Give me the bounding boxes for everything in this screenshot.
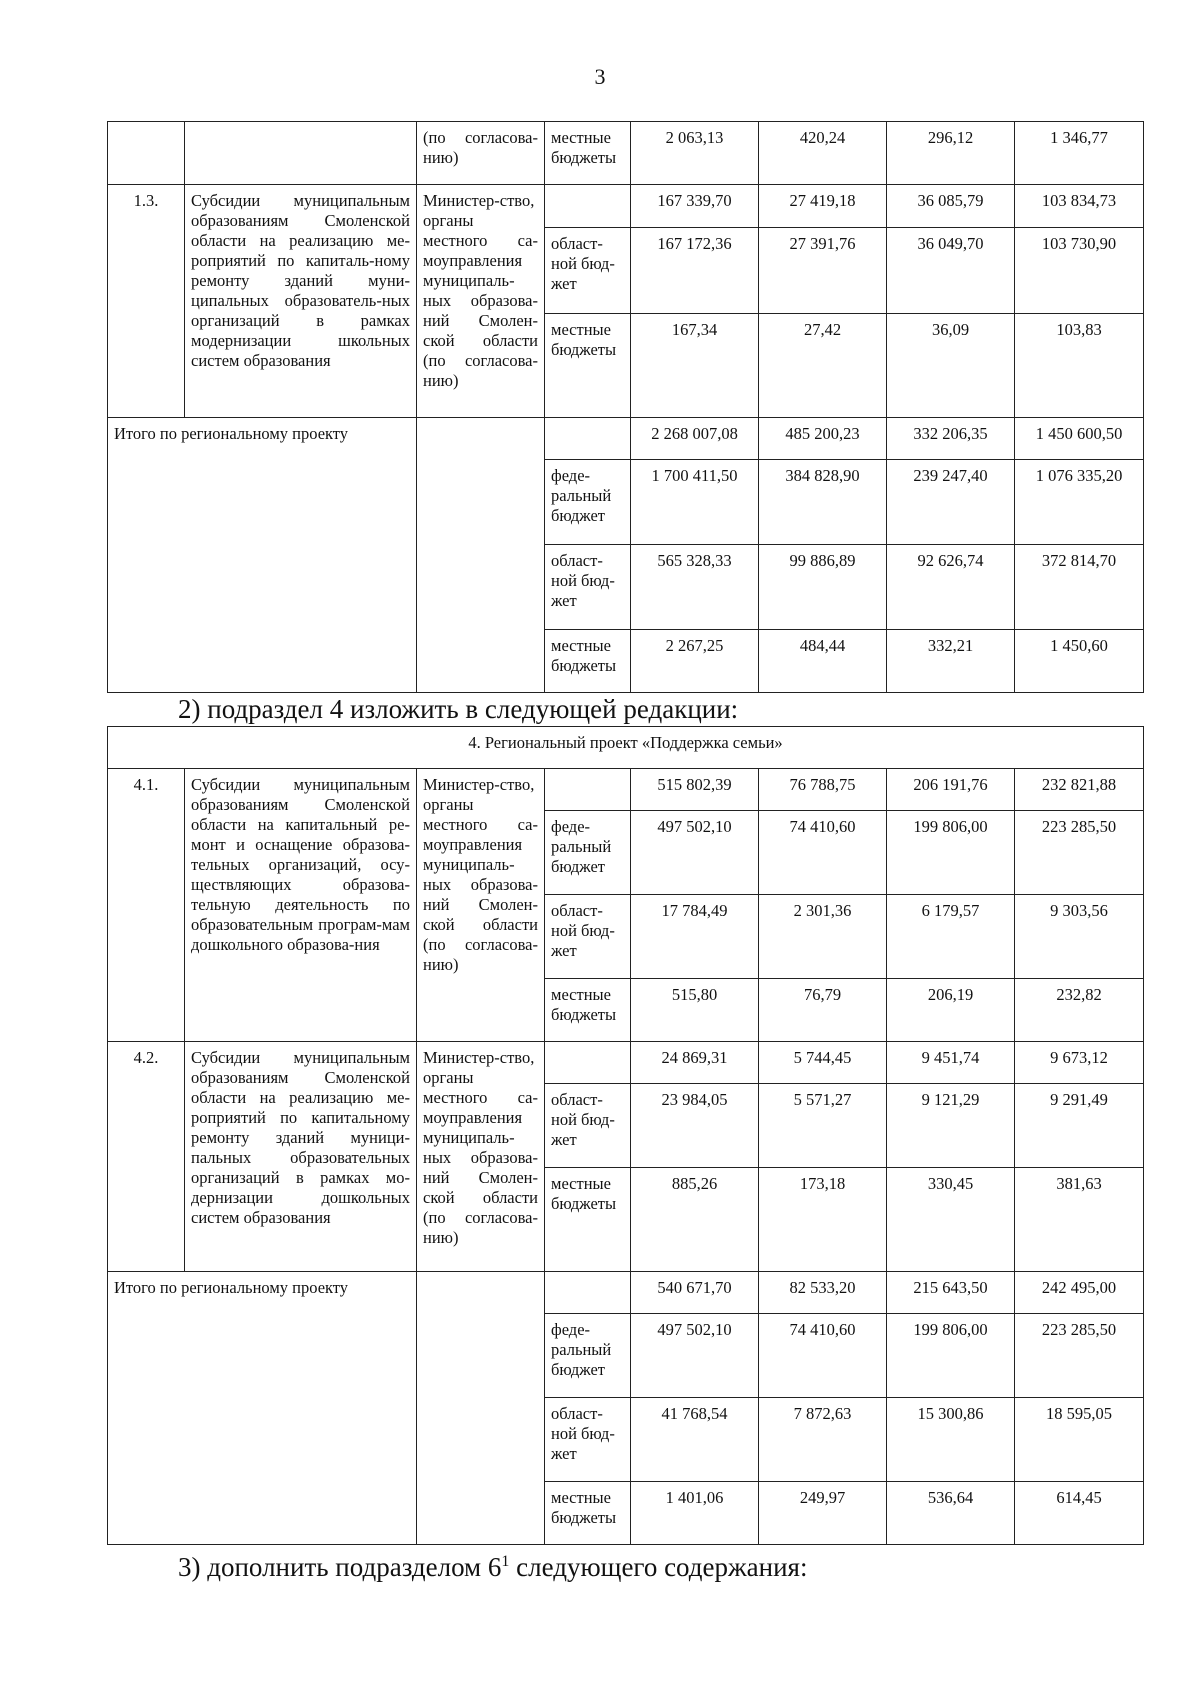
value-cell: 74 410,60 — [759, 811, 887, 895]
table-regional-project-3 — [107, 121, 1144, 693]
value-cell: 497 502,10 — [631, 811, 759, 895]
value-cell: 1 076 335,20 — [1015, 460, 1144, 545]
budget-cell: феде-ральный бюджет — [545, 460, 631, 545]
budget-cell: местные бюджеты — [545, 314, 631, 418]
value-cell: 614,45 — [1015, 1482, 1144, 1545]
value-cell: 332,21 — [887, 630, 1015, 693]
value-cell: 420,24 — [759, 122, 887, 185]
value-cell: 9 451,74 — [887, 1042, 1015, 1084]
value-cell: 1 450 600,50 — [1015, 418, 1144, 460]
value-cell: 76,79 — [759, 979, 887, 1042]
item-number: 4.1. — [108, 769, 185, 1042]
budget-cell — [545, 418, 631, 460]
value-cell: 27 419,18 — [759, 185, 887, 228]
cell-empty — [108, 122, 185, 185]
value-cell: 41 768,54 — [631, 1398, 759, 1482]
budget-cell — [545, 769, 631, 811]
cell-empty — [417, 418, 545, 693]
value-cell: 167 172,36 — [631, 228, 759, 314]
value-cell: 27 391,76 — [759, 228, 887, 314]
budget-cell: местные бюджеты — [545, 1482, 631, 1545]
heading-text: 3) дополнить подразделом 6 — [178, 1552, 502, 1582]
value-cell: 206 191,76 — [887, 769, 1015, 811]
value-cell: 223 285,50 — [1015, 811, 1144, 895]
executor-cell: Министер-ство, органы местного са-моуправления муниципаль-ных образова-ний Смолен-ской области (по согласова-нию) — [417, 185, 545, 418]
heading-superscript: 1 — [501, 1553, 510, 1570]
value-cell: 540 671,70 — [631, 1272, 759, 1314]
table-regional-project-4 — [107, 726, 1144, 1545]
budget-cell: област-ной бюд-жет — [545, 1398, 631, 1482]
value-cell: 167,34 — [631, 314, 759, 418]
value-cell: 18 595,05 — [1015, 1398, 1144, 1482]
value-cell: 199 806,00 — [887, 1314, 1015, 1398]
value-cell: 1 450,60 — [1015, 630, 1144, 693]
value-cell: 484,44 — [759, 630, 887, 693]
value-cell: 215 643,50 — [887, 1272, 1015, 1314]
item-name: Субсидии муниципальным образованиям Смоленской области на реализацию ме-роприятий по капитальному ремонту зданий муници-пальных образовательных организаций в рамках мо-дернизации дошкольных систем образования — [185, 1042, 417, 1272]
budget-cell: област-ной бюд-жет — [545, 545, 631, 630]
value-cell: 206,19 — [887, 979, 1015, 1042]
value-cell: 5 744,45 — [759, 1042, 887, 1084]
cell-empty — [417, 1272, 545, 1545]
value-cell: 1 700 411,50 — [631, 460, 759, 545]
value-cell: 99 886,89 — [759, 545, 887, 630]
value-cell: 2 268 007,08 — [631, 418, 759, 460]
budget-cell — [545, 185, 631, 228]
budget-cell: местные бюджеты — [545, 1168, 631, 1272]
value-cell: 173,18 — [759, 1168, 887, 1272]
value-cell: 15 300,86 — [887, 1398, 1015, 1482]
value-cell: 497 502,10 — [631, 1314, 759, 1398]
value-cell: 384 828,90 — [759, 460, 887, 545]
budget-cell: област-ной бюд-жет — [545, 895, 631, 979]
item-number: 1.3. — [108, 185, 185, 418]
value-cell: 199 806,00 — [887, 811, 1015, 895]
value-cell: 36 049,70 — [887, 228, 1015, 314]
budget-cell: феде-ральный бюджет — [545, 811, 631, 895]
value-cell: 9 121,29 — [887, 1084, 1015, 1168]
value-cell: 2 063,13 — [631, 122, 759, 185]
item-name: Субсидии муниципальным образованиям Смоленской области на капитальный ре-монт и оснащение образова-тельных организаций, осу-ществляющих образова-тельную деятельность по образовательным програм-мам дошкольного образова-ния — [185, 769, 417, 1042]
executor-cell: (по согласова-нию) — [417, 122, 545, 185]
value-cell: 330,45 — [887, 1168, 1015, 1272]
value-cell: 5 571,27 — [759, 1084, 887, 1168]
heading-text: следующего содержания: — [509, 1552, 808, 1582]
value-cell: 82 533,20 — [759, 1272, 887, 1314]
value-cell: 7 872,63 — [759, 1398, 887, 1482]
page-number: 3 — [594, 64, 606, 89]
section-title: 4. Региональный проект «Поддержка семьи» — [108, 727, 1144, 769]
budget-cell: област-ной бюд-жет — [545, 228, 631, 314]
value-cell: 92 626,74 — [887, 545, 1015, 630]
value-cell: 565 328,33 — [631, 545, 759, 630]
value-cell: 27,42 — [759, 314, 887, 418]
value-cell: 23 984,05 — [631, 1084, 759, 1168]
value-cell: 103 834,73 — [1015, 185, 1144, 228]
value-cell: 223 285,50 — [1015, 1314, 1144, 1398]
value-cell: 2 301,36 — [759, 895, 887, 979]
section-heading-3 — [178, 1552, 807, 1583]
value-cell: 1 401,06 — [631, 1482, 759, 1545]
value-cell: 332 206,35 — [887, 418, 1015, 460]
budget-cell: област-ной бюд-жет — [545, 1084, 631, 1168]
value-cell: 6 179,57 — [887, 895, 1015, 979]
value-cell: 36 085,79 — [887, 185, 1015, 228]
executor-cell: Министер-ство, органы местного са-моуправления муниципаль-ных образова-ний Смолен-ской области (по согласова-нию) — [417, 769, 545, 1042]
value-cell: 242 495,00 — [1015, 1272, 1144, 1314]
value-cell: 9 673,12 — [1015, 1042, 1144, 1084]
value-cell: 885,26 — [631, 1168, 759, 1272]
value-cell: 485 200,23 — [759, 418, 887, 460]
section-heading-2: 2) подраздел 4 изложить в следующей редакции: — [178, 694, 739, 724]
value-cell: 74 410,60 — [759, 1314, 887, 1398]
value-cell: 24 869,31 — [631, 1042, 759, 1084]
value-cell: 536,64 — [887, 1482, 1015, 1545]
total-label: Итого по региональному проекту — [108, 1272, 417, 1545]
value-cell: 381,63 — [1015, 1168, 1144, 1272]
budget-cell — [545, 1042, 631, 1084]
value-cell: 167 339,70 — [631, 185, 759, 228]
value-cell: 2 267,25 — [631, 630, 759, 693]
total-label: Итого по региональному проекту — [108, 418, 417, 693]
cell-empty — [185, 122, 417, 185]
value-cell: 232 821,88 — [1015, 769, 1144, 811]
value-cell: 17 784,49 — [631, 895, 759, 979]
value-cell: 36,09 — [887, 314, 1015, 418]
budget-cell: местные бюджеты — [545, 979, 631, 1042]
value-cell: 1 346,77 — [1015, 122, 1144, 185]
budget-cell: феде-ральный бюджет — [545, 1314, 631, 1398]
item-number: 4.2. — [108, 1042, 185, 1272]
budget-cell: местные бюджеты — [545, 630, 631, 693]
value-cell: 372 814,70 — [1015, 545, 1144, 630]
item-name: Субсидии муниципальным образованиям Смоленской области на реализацию ме-роприятий по капиталь-ному ремонту зданий муни-ципальных образователь-ных организаций в рамках модернизации школьных систем образования — [185, 185, 417, 418]
value-cell: 239 247,40 — [887, 460, 1015, 545]
value-cell: 9 303,56 — [1015, 895, 1144, 979]
value-cell: 76 788,75 — [759, 769, 887, 811]
budget-cell — [545, 1272, 631, 1314]
value-cell: 515,80 — [631, 979, 759, 1042]
value-cell: 103,83 — [1015, 314, 1144, 418]
value-cell: 103 730,90 — [1015, 228, 1144, 314]
executor-cell: Министер-ство, органы местного са-моуправления муниципаль-ных образова-ний Смолен-ской области (по согласова-нию) — [417, 1042, 545, 1272]
value-cell: 232,82 — [1015, 979, 1144, 1042]
value-cell: 9 291,49 — [1015, 1084, 1144, 1168]
budget-cell: местные бюджеты — [545, 122, 631, 185]
value-cell: 515 802,39 — [631, 769, 759, 811]
value-cell: 296,12 — [887, 122, 1015, 185]
value-cell: 249,97 — [759, 1482, 887, 1545]
